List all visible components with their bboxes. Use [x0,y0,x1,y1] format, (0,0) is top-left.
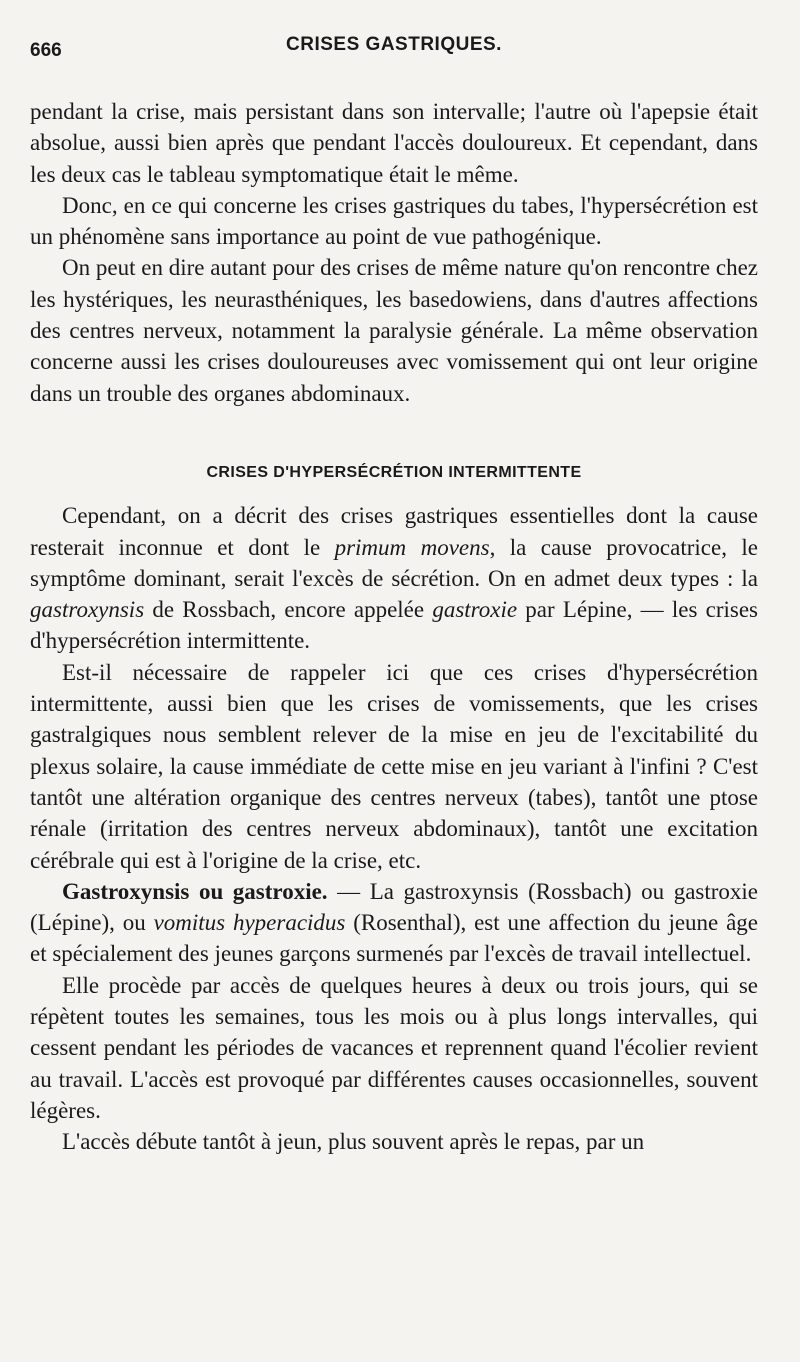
italic-term: vomitus hyperacidus [153,910,346,936]
italic-term: gastroxynsis [30,597,145,623]
text-run: — La gastroxynsis (Rossbach) ou gastroxie (Lépine), ou [30,878,759,936]
running-title: CRISES GASTRIQUES. [286,34,502,55]
paragraph-continuation: pendant la crise, mais persistant dans son intervalle; l'autre où l'apepsie était absolue, aussi bien après que pendant l'accès douloureux. Et cependant, dans les deux cas le tableau symptomatique était le même. [30,99,758,187]
paragraph-onset: L'accès débute tantôt à jeun, plus souvent après le repas, par un [62,1129,645,1155]
paragraph-solar-plexus: Est-il nécessaire de rappeler ici que ces crises d'hypersécrétion intermittente, aussi bien que les crises de vomissements, que les crises gastralgiques nous semblent relever de la mise en jeu de l'excitabilité du plexus solaire, la cause immédiate de cette mise en jeu variant à l'infini ? C'est tantôt une altération organique des centres nerveux (tabes), tantôt une ptose rénale (irritation des centres nerveux abdominaux), tantôt une excitation cérébrale qui est à l'origine de la crise, etc. [30,659,758,873]
paragraph-other-conditions: On peut en dire autant pour des crises de même nature qu'on rencontre chez les hystériques, les neurasthéniques, les basedowiens, dans d'autres affections des centres nerveux, notamment la paralysie générale. La même observation concerne aussi les crises douloureuses avec vomissement qui ont leur origine dans un trouble des organes abdominaux. [30,255,758,406]
paragraph-tabes-conclusion: Donc, en ce qui concerne les crises gastriques du tabes, l'hypersécrétion est un phénomène sans importance au point de vue pathogénique. [30,192,758,250]
text-run: de Rossbach, encore appelée [144,597,433,623]
page-number: 666 [30,40,62,61]
text-run: Cependant, on a décrit des crises gastriques essentielles dont la cause resterait inconnue et dont le [30,503,758,560]
running-head [30,30,758,70]
section-heading: CRISES D'HYPERSÉCRÉTION INTERMITTENTE [206,463,582,481]
body-text [30,96,758,1158]
text-run: (Rosenthal), est une affection du jeune âge et spécialement des jeunes garçons surmenés par l'excès de travail intellectuel. [30,910,758,967]
paragraph-essential-crises [30,500,758,656]
paragraph-gastroxynsis [30,876,758,970]
text-run: , la cause provocatrice, le symptôme dominant, serait l'excès de sécrétion. On en admet deux types : la [30,534,758,591]
bold-term: Gastroxynsis ou gastroxie. [62,878,328,904]
paragraph-attacks: Elle procède par accès de quelques heures à deux ou trois jours, qui se répètent toutes les semaines, tous les mois ou à plus longs intervalles, qui cessent pendant les périodes de vacances et reprennent quand l'écolier revient au travail. L'accès est provoqué par différentes causes occasionnelles, souvent légères. [30,972,758,1123]
text-run: par Lépine, — les crises d'hypersécrétion intermittente. [30,597,758,654]
italic-term: gastroxie [432,597,518,623]
italic-term: primum movens [334,534,490,560]
